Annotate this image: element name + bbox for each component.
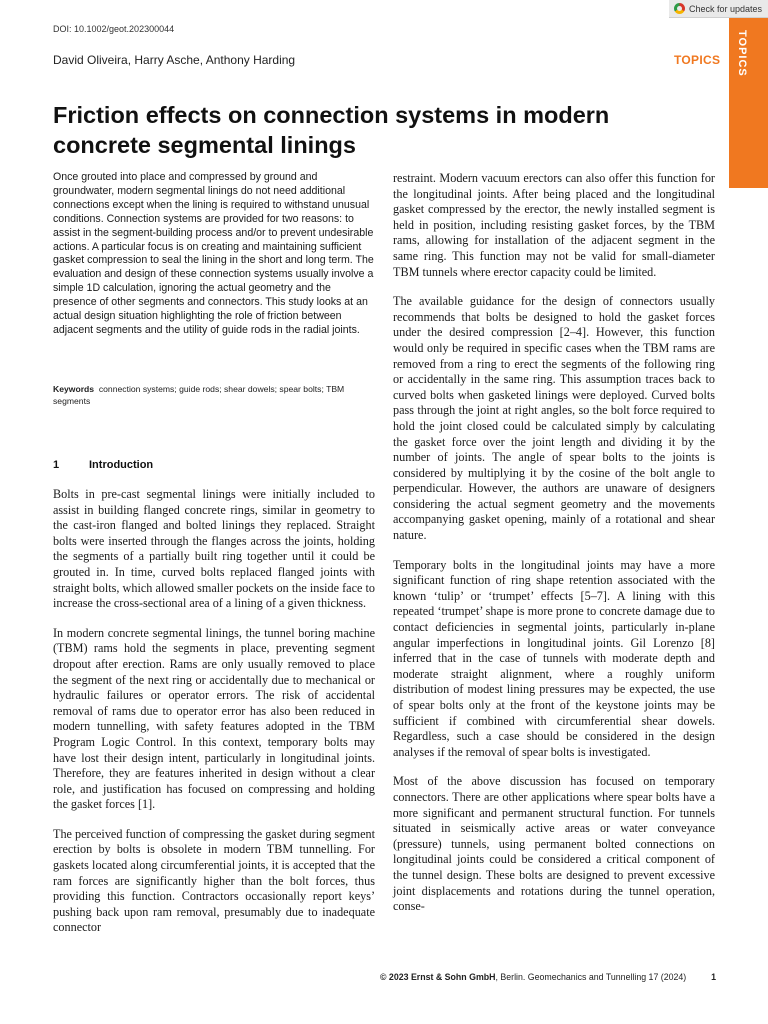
section-heading	[53, 459, 153, 471]
authors: David Oliveira, Harry Asche, Anthony Harding	[53, 53, 296, 67]
body-paragraph: Temporary bolts in the longitudinal joints may have a more significant function of ring shape retention associated with the known ‘tulip’ or ‘trumpet’ effects [5–7]. A lining with this repeated ‘trumpet’ shape is more prone to concrete damage due to contact deficiencies in segmental joints, particularly in-plane angular imperfections in longitudinal joints. Gil Lorenzo [8] inferred that in the case of tunnels with moderate depth and moderate straight alignment, where a roughly uniform distribution of modest lining pressures may be expected, the use of spear bolts only at the front of the keystone joints may be sufficient if combined with circumferential shear dowels. Regardless, such a case should be considered in the design analyses if the removal of spear bolts is investigated.	[393, 557, 715, 759]
section-number: 1	[53, 459, 60, 471]
doi-text: DOI: 10.1002/geot.202300044	[53, 24, 175, 34]
body-paragraph: Bolts in pre-cast segmental linings were initially included to assist in building flanged concrete rings, similar in geometry to the cast-iron flanged and bolted linings they replaced. Straight bolts were inserted through the flanges across the joints, holding the segments of a partially built ring together until it could be grouted in. In time, curved bolts replaced flanged joints with straight bolts, which allowed smaller pockets on the inside face to increase the cross-sectional area of a lining of a given thickness.	[53, 487, 375, 611]
article-title: Friction effects on connection systems in modern concrete segmental linings	[53, 102, 610, 158]
keywords-list: connection systems; guide rods; shear dowels; spear bolts; TBM segments	[53, 384, 345, 406]
body-paragraph: The perceived function of compressing the gasket during segment erection by bolts is obsolete in modern TBM tunnelling. For gaskets located along circumferential joints, it is accepted that the ram forces are significantly higher than the bolt forces, thus providing this function. Contractors occasionally report keys’ pushing back upon ram removal, presumably due to inadequate connector	[53, 826, 375, 935]
footer-copyright: © 2023 Ernst & Sohn GmbH	[380, 972, 496, 982]
abstract: Once grouted into place and compressed by ground and groundwater, modern segmental linings do not need additional connections except when the lining is required to withstand unusual conditions. Connection systems are provided for two reasons: to assist in the segment-building process and/or to prevent undesirable actions. A particular focus is on creating and maintaining sufficient gasket compression to seal the lining in the short and long term. The evaluation and design of these connection systems usually involve a simple 1D calculation, ignoring the actual geometry and the presence of other segments and connectors. This study looks at an actual design situation highlighting the role of friction between adjacent segments and the utility of guide rods in the radial joints.	[53, 171, 374, 336]
body-paragraph: Most of the above discussion has focused on temporary connectors. There are other applications where spear bolts have a more significant and permanent structural function. For tunnels situated in seismically active areas or water conveyance (pressure) tunnels, using permanent bolted connections on longitudinal joints could be considered a critical component of the tunnel design. These bolts are designed to prevent excessive joint displacements and rotations during the tunnel operation, conse-	[393, 774, 715, 914]
body-column-right	[393, 171, 715, 929]
body-paragraph: restraint. Modern vacuum erectors can also offer this function for the longitudinal joints. After being placed and the longitudinal gasket compressed by the erector, the newly installed segment is held in position, including resisting gasket forces, by the TBM rams, allowing for installation of the adjacent segment in the same ring. This function may not be valid for small-diameter TBM tunnels where erector capacity could be limited.	[393, 171, 715, 279]
keywords-label: Keywords	[53, 384, 95, 394]
body-column-left	[53, 487, 375, 950]
body-paragraph: In modern concrete segmental linings, the tunnel boring machine (TBM) rams hold the segments in place, preventing segment dropout after erection. Rams are only usually removed to place the segment of the next ring or accidentally due to mechanical or hydraulic failures or operator errors. The risk of accidental removal of rams due to operator error has also been reduced in modern tunnelling, with safety features adopted in the TBM Program Logic Control. In this context, temporary bolts may have lost their design intent, particularly in longitudinal joints. Therefore, they are features inherited in design without a clear role, and justification has focused on compressing and holding the gasket forces [1].	[53, 625, 375, 812]
topics-vertical-label: TOPICS	[736, 30, 748, 77]
check-for-updates-label: Check for updates	[689, 3, 763, 14]
page-footer	[380, 972, 716, 982]
body-paragraph: The available guidance for the design of connectors usually recommends that bolts be designed to hold the gasket forces under the desired compression [2–4]. However, this function would only be required in specific cases when the TBM rams are removed from a ring to erect the segments of the following ring or accidentally in the same ring. This assumption traces back to curved bolts when gasketed linings were deployed. Curved bolts pass through the joint at right angles, so the bolt force required to hold the joint closed could be calculated simply by calculating the gasket force over the joint length and dividing it by the number of joints. The angle of spear bolts to the joints is considered by multiplying it by the cosine of the bolt angle to perpendicular. However, the authors are unaware of designers considering the actual segment geometry and the movements accompanying gasket opening, mainly of a rotational and shear nature.	[393, 294, 715, 543]
page-number: 1	[711, 972, 716, 982]
check-for-updates-icon	[674, 3, 685, 14]
topics-label: TOPICS	[674, 53, 721, 67]
section-title: Introduction	[89, 459, 154, 471]
keywords	[53, 383, 375, 407]
topics-side-tab	[729, 18, 768, 188]
footer-journal: , Berlin. Geomechanics and Tunnelling 17 (2024)	[495, 972, 687, 982]
footer-citation	[380, 972, 686, 982]
check-for-updates-button[interactable]	[669, 0, 768, 18]
